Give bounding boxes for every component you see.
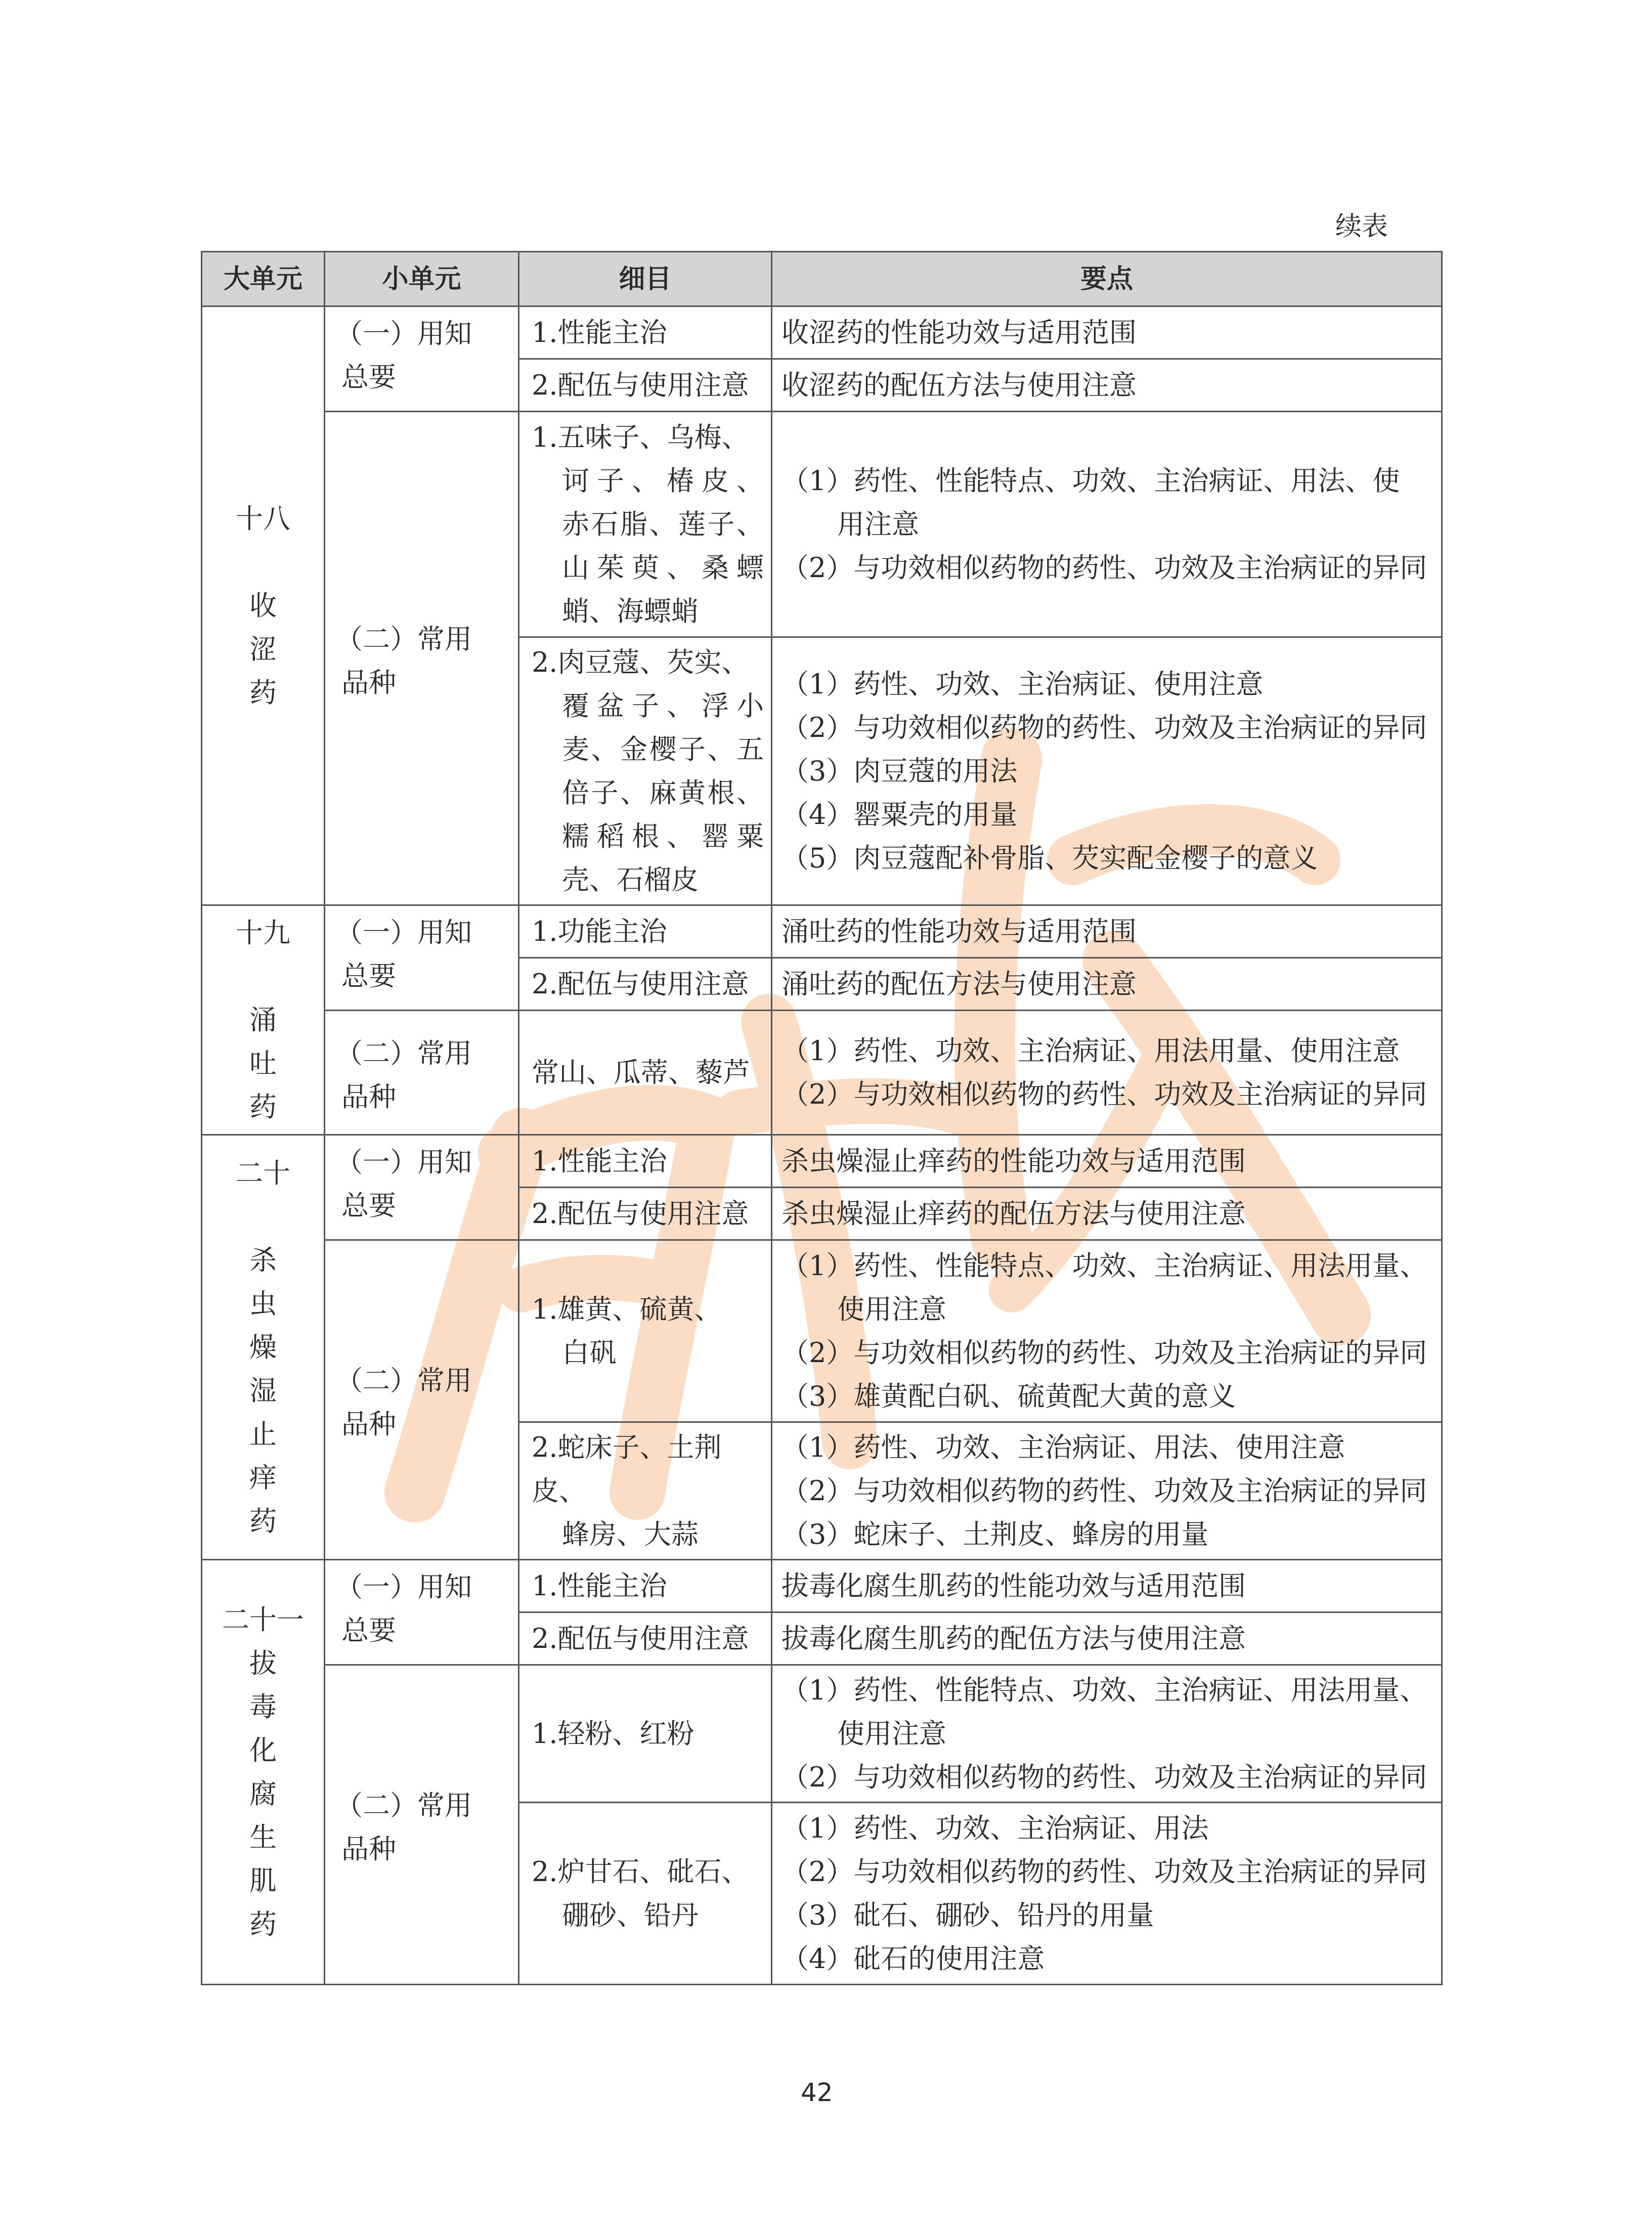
point-line: （5）肉豆蔻配补骨脂、芡实配金樱子的意义	[781, 842, 1318, 874]
point-line: （4）砒石的使用注意	[781, 1942, 1045, 1975]
continued-label: 续表	[1335, 211, 1388, 242]
unit-name-char: 生	[249, 1821, 277, 1853]
unit-cell	[202, 905, 325, 1135]
item-cell	[519, 412, 772, 637]
unit-cell	[202, 1135, 325, 1560]
unit-number: 二十一	[222, 1603, 304, 1636]
unit-name-char: 化	[249, 1734, 277, 1766]
item-cell	[519, 1240, 772, 1422]
sub-unit-line: （一）用知	[335, 1146, 472, 1178]
item-line: 倍子、麻黄根、	[562, 776, 764, 809]
point-line: （1）药性、功效、主治病证、用法用量、使用注意	[781, 1034, 1400, 1067]
item-line: 壳、石榴皮	[562, 863, 699, 896]
item-line: 覆盆子、浮小	[562, 689, 764, 722]
item-cell: 1.功能主治	[519, 905, 772, 958]
item-line: 硼砂、铅丹	[562, 1899, 699, 1931]
table-row	[202, 307, 1442, 359]
item-line: 1.雄黄、硫黄、	[532, 1293, 722, 1325]
point-line: 用注意	[837, 508, 919, 540]
point-line: （4）罂粟壳的用量	[781, 798, 1018, 831]
item-line: 1.轻粉、红粉	[532, 1717, 694, 1750]
sub-unit-line: 品种	[341, 1408, 396, 1440]
point-cell: 杀虫燥湿止痒药的配伍方法与使用注意	[772, 1188, 1442, 1240]
point-line: （3）蛇床子、土荆皮、蜂房的用量	[781, 1518, 1209, 1550]
item-cell: 2.配伍与使用注意	[519, 958, 772, 1011]
sub-unit-line: 总要	[341, 1190, 396, 1221]
point-cell: 涌吐药的性能功效与适用范围	[772, 905, 1442, 958]
point-line: （1）药性、功效、主治病证、用法	[781, 1812, 1209, 1844]
point-cell	[772, 1803, 1442, 1985]
sub-unit-line: （一）用知	[335, 917, 472, 948]
sub-unit-line: （一）用知	[335, 318, 472, 350]
point-line: （3）砒石、硼砂、铅丹的用量	[781, 1899, 1154, 1931]
unit-name-char: 燥	[249, 1331, 277, 1363]
item-line: 蛸、海螵蛸	[562, 595, 699, 627]
sub-unit-line: （一）用知	[335, 1571, 472, 1603]
sub-unit-cell	[325, 1560, 519, 1665]
unit-name-char: 虫	[249, 1287, 277, 1320]
sub-unit-cell	[325, 1011, 519, 1135]
unit-name-char: 腐	[249, 1777, 277, 1810]
header-cell: 大单元	[202, 252, 325, 307]
point-line: （3）雄黄配白矾、硫黄配大黄的意义	[781, 1380, 1236, 1412]
item-cell: 1.性能主治	[519, 307, 772, 359]
point-line: （2）与功效相似药物的药性、功效及主治病证的异同	[781, 1078, 1427, 1110]
point-line: （1）药性、性能特点、功效、主治病证、用法用量、	[781, 1249, 1427, 1282]
point-cell: 涌吐药的配伍方法与使用注意	[772, 958, 1442, 1011]
item-cell: 2.配伍与使用注意	[519, 1612, 772, 1665]
item-line: 糯稻根、罂粟	[562, 820, 764, 852]
sub-unit-line: （二）常用	[335, 623, 472, 655]
unit-name-char: 药	[249, 1908, 277, 1940]
sub-unit-line: 总要	[341, 361, 396, 393]
syllabus-table	[201, 251, 1443, 1985]
item-cell	[519, 1665, 772, 1803]
unit-name-char: 止	[249, 1418, 277, 1450]
unit-name-char: 药	[249, 1090, 277, 1123]
unit-name-char: 杀	[249, 1244, 277, 1276]
unit-number: 十九	[236, 917, 290, 949]
header-cell: 细目	[519, 252, 772, 307]
point-line: （1）药性、性能特点、功效、主治病证、用法、使	[781, 464, 1400, 497]
item-cell	[519, 1011, 772, 1135]
point-cell	[772, 1665, 1442, 1803]
sub-unit-line: （二）常用	[335, 1037, 472, 1069]
item-line: 白矾	[562, 1336, 617, 1369]
point-line: （3）肉豆蔻的用法	[781, 755, 1018, 787]
item-cell: 1.性能主治	[519, 1135, 772, 1188]
item-cell	[519, 1803, 772, 1985]
item-line: 诃子、椿皮、	[562, 464, 764, 497]
item-cell	[519, 1422, 772, 1560]
unit-name-char: 药	[249, 1505, 277, 1537]
point-cell	[772, 1422, 1442, 1560]
unit-name-char: 吐	[249, 1047, 277, 1079]
item-line: 山茱萸、桑螵	[562, 551, 764, 584]
item-line: 2.炉甘石、砒石、	[532, 1855, 749, 1888]
point-line: （2）与功效相似药物的药性、功效及主治病证的异同	[781, 1761, 1427, 1793]
sub-unit-line: 品种	[341, 1080, 396, 1113]
item-line: 2.蛇床子、土荆皮、	[532, 1431, 722, 1507]
point-cell	[772, 637, 1442, 905]
item-cell	[519, 637, 772, 905]
item-line: 蜂房、大蒜	[562, 1518, 699, 1550]
item-line: 常山、瓜蒂、藜芦	[532, 1056, 750, 1088]
unit-name-char: 毒	[249, 1690, 277, 1723]
unit-name-char: 痒	[249, 1461, 277, 1494]
item-cell: 2.配伍与使用注意	[519, 1188, 772, 1240]
sub-unit-cell	[325, 307, 519, 412]
unit-name-char: 肌	[249, 1864, 277, 1897]
sub-unit-cell	[325, 905, 519, 1011]
item-line: 2.肉豆蔻、芡实、	[532, 646, 749, 678]
sub-unit-line: （二）常用	[335, 1789, 472, 1821]
point-line: （2）与功效相似药物的药性、功效及主治病证的异同	[781, 1855, 1427, 1888]
table-row	[202, 1560, 1442, 1612]
sub-unit-line: （二）常用	[335, 1364, 472, 1397]
table-row	[202, 1135, 1442, 1188]
sub-unit-line: 总要	[341, 960, 396, 992]
header-cell: 小单元	[325, 252, 519, 307]
header-cell: 要点	[772, 252, 1442, 307]
unit-name-char: 湿	[249, 1374, 277, 1407]
table-row	[202, 1240, 1442, 1422]
item-line: 1.五味子、乌梅、	[532, 421, 749, 453]
item-line: 赤石脂、莲子、	[562, 508, 764, 540]
point-line: （1）药性、性能特点、功效、主治病证、用法用量、	[781, 1674, 1427, 1706]
unit-name-char: 涌	[249, 1004, 277, 1036]
sub-unit-cell	[325, 1240, 519, 1560]
unit-name-char: 收	[249, 589, 277, 622]
point-cell: 收涩药的配伍方法与使用注意	[772, 359, 1442, 412]
point-cell	[772, 1011, 1442, 1135]
sub-unit-line: 总要	[341, 1615, 396, 1646]
sub-unit-line: 品种	[341, 1833, 396, 1865]
unit-cell	[202, 1560, 325, 1985]
point-line: （1）药性、功效、主治病证、用法、使用注意	[781, 1431, 1345, 1463]
point-cell: 拔毒化腐生肌药的配伍方法与使用注意	[772, 1612, 1442, 1665]
point-line: 使用注意	[837, 1717, 946, 1750]
unit-number: 十八	[236, 502, 290, 535]
point-cell	[772, 1240, 1442, 1422]
table-row	[202, 1665, 1442, 1803]
point-cell: 杀虫燥湿止痒药的性能功效与适用范围	[772, 1135, 1442, 1188]
page-number: 42	[801, 2078, 833, 2107]
sub-unit-cell	[325, 1665, 519, 1985]
unit-cell	[202, 307, 325, 905]
point-cell: 拔毒化腐生肌药的性能功效与适用范围	[772, 1560, 1442, 1612]
header-row	[202, 252, 1442, 307]
point-line: （2）与功效相似药物的药性、功效及主治病证的异同	[781, 1474, 1427, 1507]
point-line: （2）与功效相似药物的药性、功效及主治病证的异同	[781, 1336, 1427, 1369]
sub-unit-line: 品种	[341, 666, 396, 699]
item-cell: 2.配伍与使用注意	[519, 359, 772, 412]
sub-unit-cell	[325, 412, 519, 905]
point-cell: 收涩药的性能功效与适用范围	[772, 307, 1442, 359]
point-line: （2）与功效相似药物的药性、功效及主治病证的异同	[781, 551, 1427, 584]
item-cell: 1.性能主治	[519, 1560, 772, 1612]
point-line: （2）与功效相似药物的药性、功效及主治病证的异同	[781, 711, 1427, 744]
sub-unit-cell	[325, 1135, 519, 1240]
point-cell	[772, 412, 1442, 637]
point-line: 使用注意	[837, 1293, 946, 1325]
item-line: 麦、金樱子、五	[562, 733, 764, 765]
table-row	[202, 412, 1442, 637]
unit-name-char: 药	[249, 676, 277, 709]
unit-name-char: 拔	[249, 1647, 277, 1679]
unit-name-char: 涩	[249, 633, 277, 665]
table-row	[202, 1011, 1442, 1135]
unit-number: 二十	[236, 1157, 290, 1189]
point-line: （1）药性、功效、主治病证、使用注意	[781, 668, 1264, 700]
table-row	[202, 905, 1442, 958]
